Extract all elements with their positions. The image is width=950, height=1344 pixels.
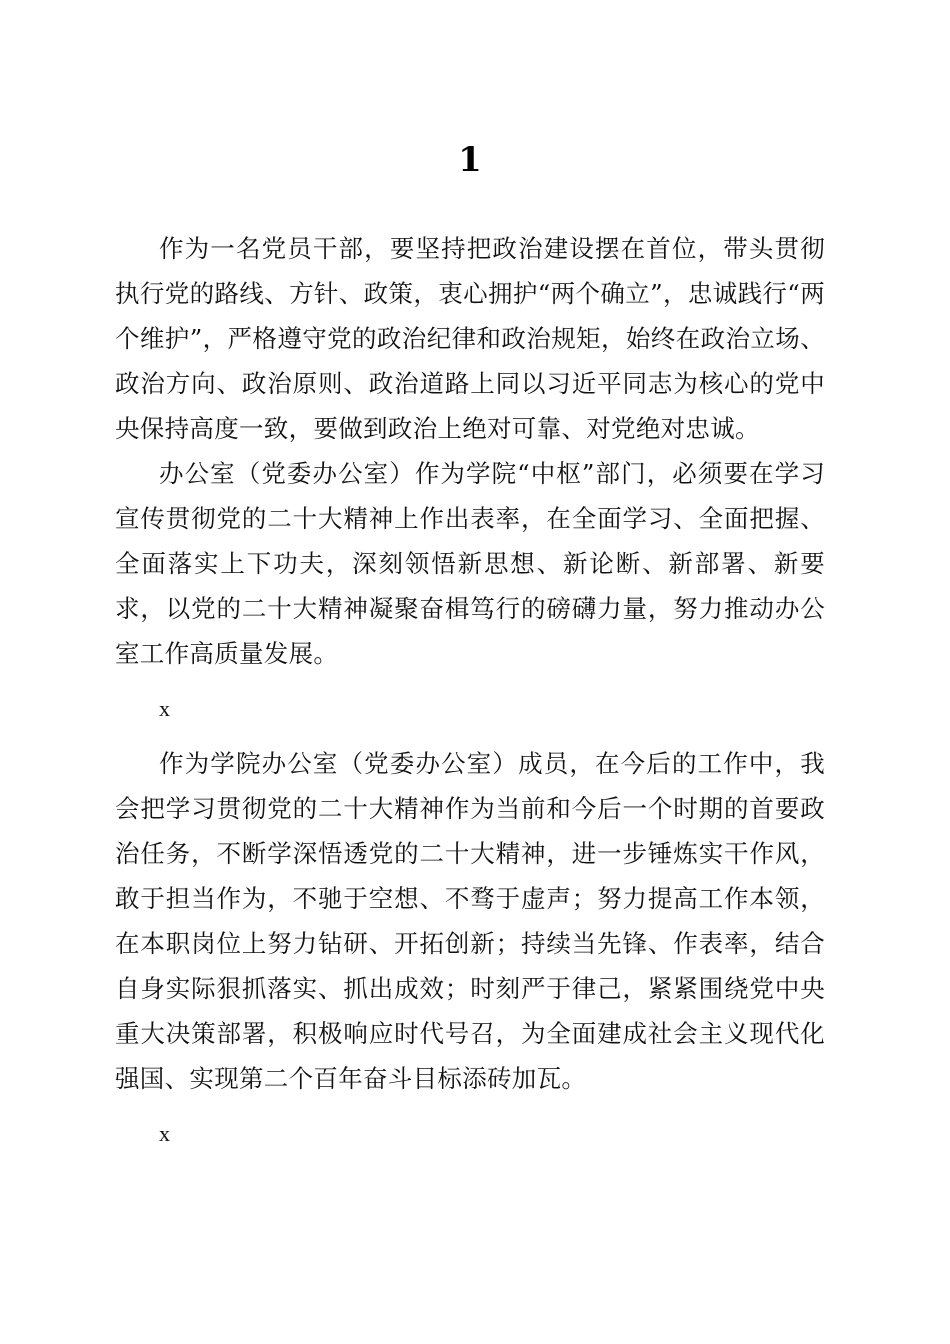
paragraph-2: 办公室（党委办公室）作为学院“中枢”部门，必须要在学习宣传贯彻党的二十大精神上作出表率，在全面学习、全面把握、全面落实上下功夫，深刻领悟新思想、新论断、新部署、新要求，以党的二十大精神凝聚奋楫笃行的磅礴力量，努力推动办公室工作高质量发展。 [115, 459, 825, 668]
document-body [115, 226, 825, 1156]
page-number: 1 [458, 140, 482, 180]
paragraph-1: 作为一名党员干部，要坚持把政治建设摆在首位，带头贯彻执行党的路线、方针、政策，衷心拥护“两个确立”，忠诚践行“两个维护”，严格遵守党的政治纪律和政治规矩，始终在政治立场、政治方向、政治原则、政治道路上同以习近平同志为核心的党中央保持高度一致，要做到政治上绝对可靠、对党绝对忠诚。 [115, 234, 825, 443]
paragraph-3: 作为学院办公室（党委办公室）成员，在今后的工作中，我会把学习贯彻党的二十大精神作为当前和今后一个时期的首要政治任务，不断学深悟透党的二十大精神，进一步锤炼实干作风，敢于担当作为，不驰于空想、不骛于虚声；努力提高工作本领，在本职岗位上努力钻研、开拓创新；持续当先锋、作表率，结合自身实际狠抓落实、抓出成效；时刻严于律己，紧紧围绕党中央重大决策部署，积极响应时代号召，为全面建成社会主义现代化强国、实现第二个百年奋斗目标添砖加瓦。 [115, 749, 825, 1093]
separator-mark-2: x [159, 1121, 170, 1146]
separator-mark-1: x [159, 696, 170, 721]
